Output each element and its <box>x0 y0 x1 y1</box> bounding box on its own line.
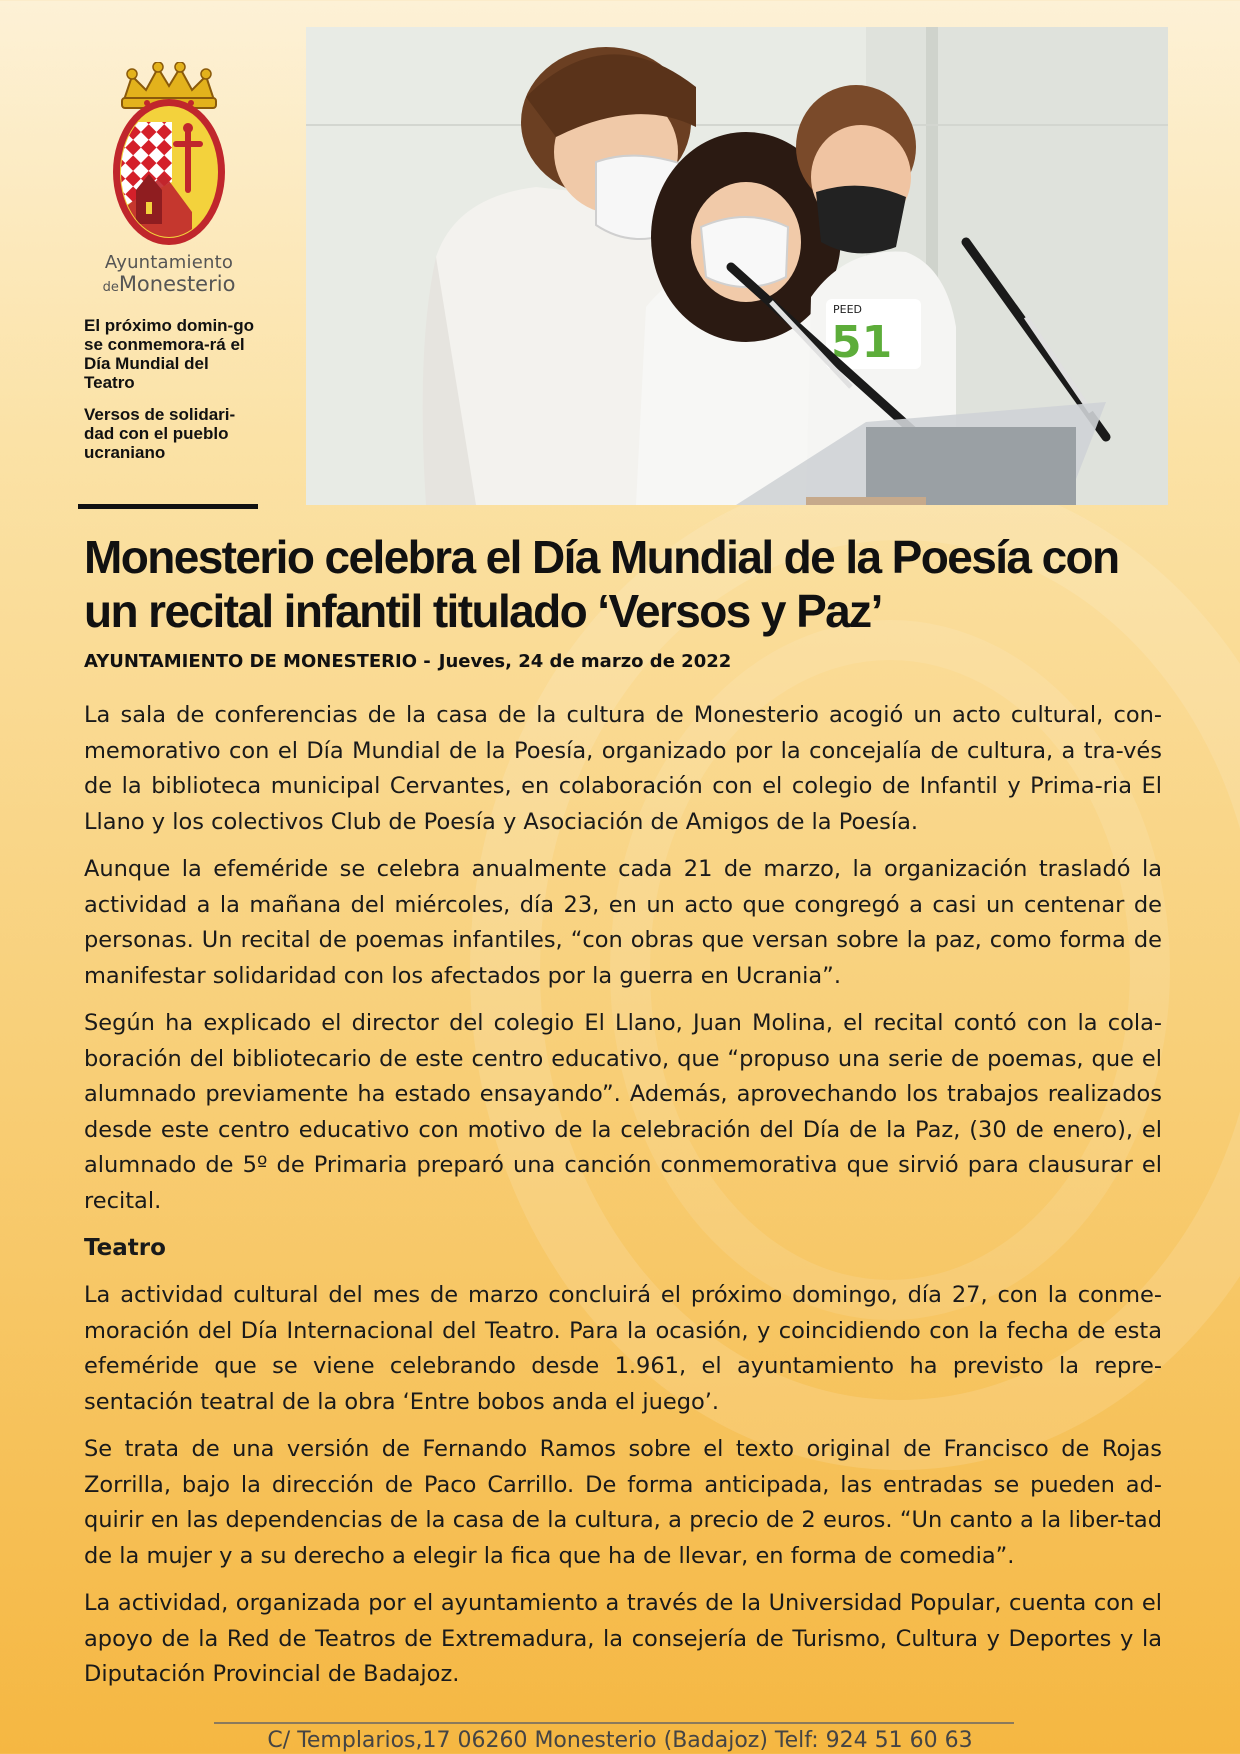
byline-date: Jueves, 24 de marzo de 2022 <box>438 651 732 672</box>
footer-address: C/ Templarios,17 06260 Monesterio (Badajoz) Telf: 924 51 60 63 <box>267 1728 973 1753</box>
article-photo <box>306 27 1168 505</box>
sidebar-teasers <box>84 316 264 475</box>
shirt-print: PEED <box>833 303 863 316</box>
logo-subtitle-main: Monesterio <box>118 271 236 296</box>
logo-subtitle <box>94 273 244 295</box>
footer-divider <box>214 1722 1014 1724</box>
paragraph: La actividad cultural del mes de marzo concluirá el próximo domingo, día 27, con la conme-moración del Día Internacional del Teatro. Para la ocasión, y coincidiendo con la fecha de esta efeméride que se viene celebrando desde 1.961, el ayuntamiento ha previsto la repre-sentación teatral de la obra ‘Entre bobos anda el juego’. <box>84 1282 1162 1415</box>
paragraph: La actividad, organizada por el ayuntamiento a través de la Universidad Popular, cuenta con el apoyo de la Red de Teatros de Extremadura, la consejería de Turismo, Cultura y Deportes y la Diputación Provincial de Badajoz. <box>84 1590 1162 1687</box>
sidebar-divider <box>78 504 258 509</box>
article-headline: Monesterio celebra el Día Mundial de la Poesía con un recital infantil titulado ‘Versos y Paz’ <box>84 531 1119 637</box>
teaser-ukraine: Versos de solidari-dad con el pueblo ucraniano <box>84 405 236 462</box>
byline-source: AYUNTAMIENTO DE MONESTERIO - <box>84 651 431 672</box>
section-heading-teatro: Teatro <box>84 1235 166 1261</box>
article-byline <box>84 651 731 672</box>
coat-of-arms-icon <box>102 62 236 248</box>
paragraph: Se trata de una versión de Fernando Ramos sobre el texto original de Francisco de Rojas Zorrilla, bajo la dirección de Paco Carrillo. De forma anticipada, las entradas se pueden ad-quirir en las dependencias de la casa de la cultura, a precio de 2 euros. “Un canto a la liber-tad de la mujer y a su derecho a elegir la fica que ha de llevar, en forma de comedia”. <box>84 1436 1162 1569</box>
shirt-number: 51 <box>831 317 893 368</box>
article-body <box>84 698 1162 1705</box>
paragraph: Según ha explicado el director del colegio El Llano, Juan Molina, el recital contó con la cola-boración del bibliotecario de este centro educativo, que “propuso una serie de poemas, que el alumnado previamente ha estado ensayando”. Además, aprovechando los trabajos realizados desde este centro educativo con motivo de la celebración del Día de la Paz, (30 de enero), el alumnado de 5º de Primaria preparó una canción conmemorativa que sirvió para clausurar el recital. <box>84 1010 1162 1214</box>
municipal-logo <box>94 62 244 295</box>
teaser-theatre: El próximo domin-go se conmemora-rá el Día Mundial del Teatro <box>84 316 254 392</box>
logo-title: Ayuntamiento <box>104 252 234 273</box>
logo-subtitle-prefix: de <box>102 279 119 295</box>
paragraph: Aunque la efeméride se celebra anualmente cada 21 de marzo, la organización trasladó la actividad a la mañana del miércoles, día 23, en un acto que congregó a casi un centenar de personas. Un recital de poemas infantiles, “con obras que versan sobre la paz, como forma de manifestar solidaridad con los afectados por la guerra en Ucrania”. <box>84 856 1162 989</box>
paragraph: La sala de conferencias de la casa de la cultura de Monesterio acogió un acto cultural, con-memorativo con el Día Mundial de la Poesía, organizado por la concejalía de cultura, a tra-vés de la biblioteca municipal Cervantes, en colaboración con el colegio de Infantil y Prima-ria El Llano y los colectivos Club de Poesía y Asociación de Amigos de la Poesía. <box>84 702 1162 835</box>
